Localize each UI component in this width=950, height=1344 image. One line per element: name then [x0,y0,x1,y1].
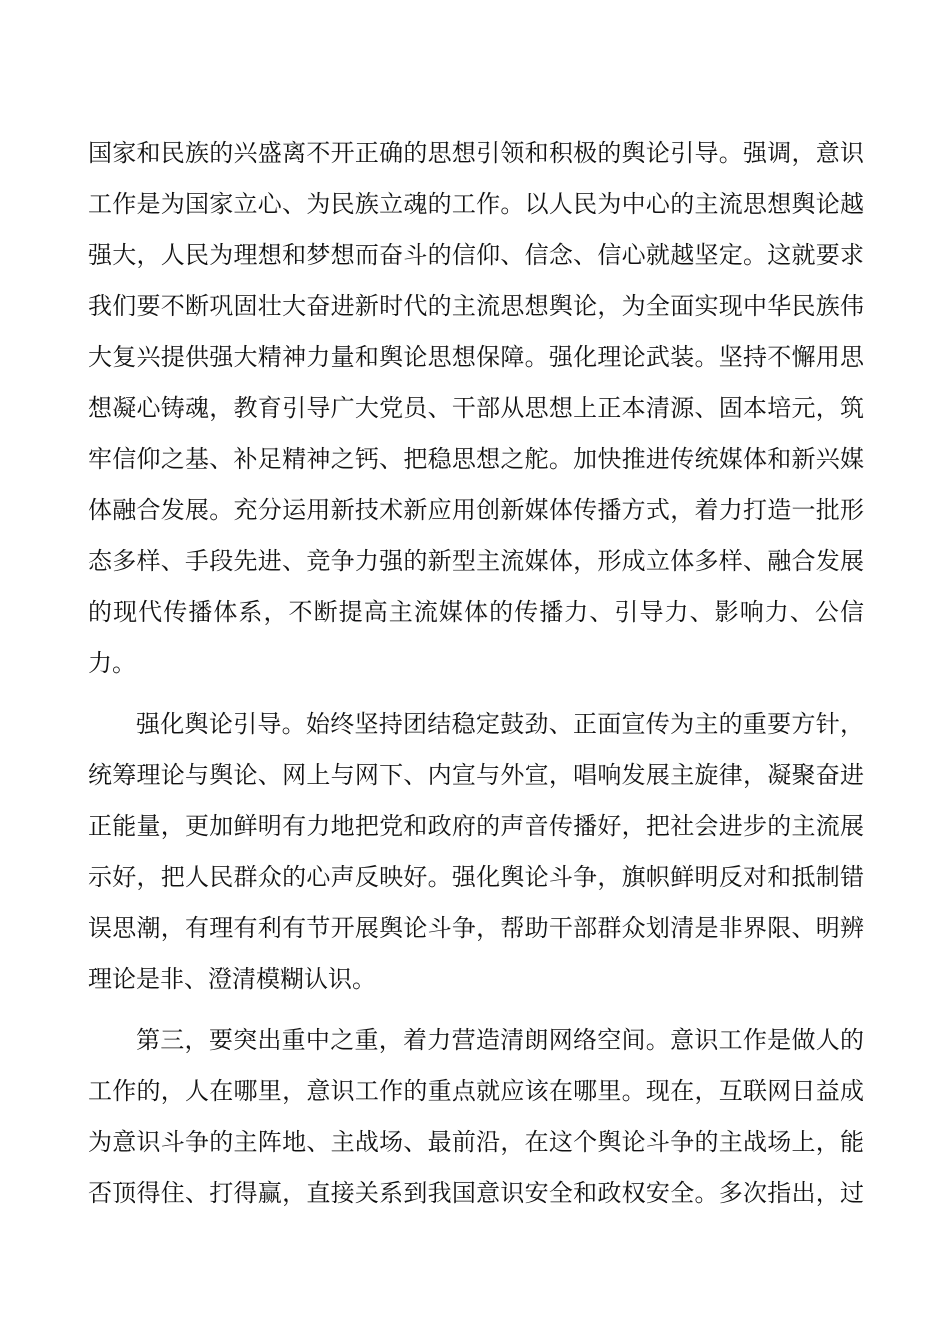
paragraph-2 [88,699,864,1005]
text-line: 工作的，人在哪里，意识工作的重点就应该在哪里。现在，互联网日益成 [88,1077,864,1105]
text-line: 我们要不断巩固壮大奋进新时代的主流思想舆论，为全面实现中华民族伟 [88,292,864,320]
text-line: 工作是为国家立心、为民族立魂的工作。以人民为中心的主流思想舆论越 [88,190,864,218]
text-line: 强大，人民为理想和梦想而奋斗的信仰、信念、信心就越坚定。这就要求 [88,241,864,269]
text-line: 理论是非、澄清模糊认识。 [88,965,376,993]
text-line: 大复兴提供强大精神力量和舆论思想保障。强化理论武装。坚持不懈用思 [88,343,864,371]
text-line: 为意识斗争的主阵地、主战场、最前沿，在这个舆论斗争的主战场上，能 [88,1128,864,1156]
text-line: 强化舆论引导。始终坚持团结稳定鼓劲、正面宣传为主的重要方针， [136,710,864,738]
text-line: 示好，把人民群众的心声反映好。强化舆论斗争，旗帜鲜明反对和抵制错 [88,863,864,891]
paragraph-3 [88,1015,864,1219]
text-line: 想凝心铸魂，教育引导广大党员、干部从思想上正本清源、固本培元，筑 [88,394,864,422]
text-line: 体融合发展。充分运用新技术新应用创新媒体传播方式，着力打造一批形 [88,496,864,524]
text-line: 牢信仰之基、补足精神之钙、把稳思想之舵。加快推进传统媒体和新兴媒 [88,445,864,473]
text-line: 的现代传播体系，不断提高主流媒体的传播力、引导力、影响力、公信 [88,598,864,626]
text-line: 统筹理论与舆论、网上与网下、内宣与外宣，唱响发展主旋律，凝聚奋进 [88,761,864,789]
document-body [88,128,864,1219]
text-line: 态多样、手段先进、竞争力强的新型主流媒体，形成立体多样、融合发展 [88,547,864,575]
paragraph-1 [88,128,864,689]
text-line: 力。 [88,649,136,677]
text-line: 正能量，更加鲜明有力地把党和政府的声音传播好，把社会进步的主流展 [88,812,864,840]
text-line: 第三，要突出重中之重，着力营造清朗网络空间。意识工作是做人的 [136,1026,864,1054]
text-line: 误思潮，有理有利有节开展舆论斗争，帮助干部群众划清是非界限、明辨 [88,914,864,942]
text-line: 国家和民族的兴盛离不开正确的思想引领和积极的舆论引导。强调，意识 [88,139,864,167]
text-line: 否顶得住、打得赢，直接关系到我国意识安全和政权安全。多次指出，过 [88,1179,864,1207]
